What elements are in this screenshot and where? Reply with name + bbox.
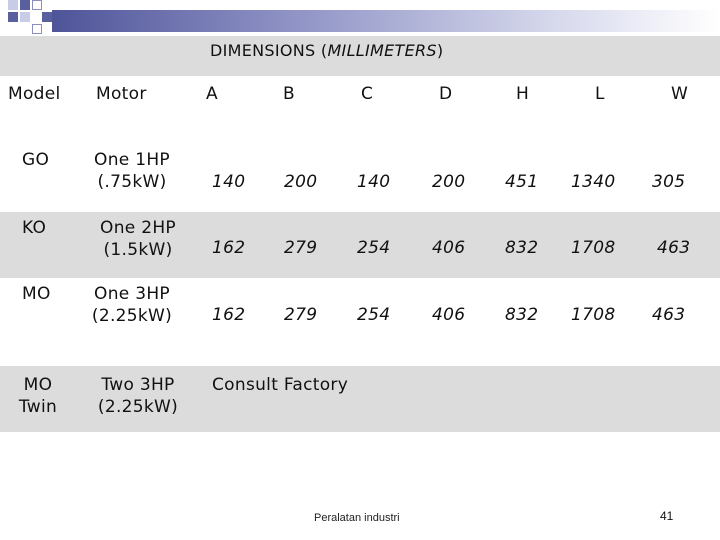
header-gradient-bar [52, 10, 720, 32]
value-b: 279 [284, 238, 318, 258]
table-title [210, 41, 443, 60]
value-l: 1340 [571, 172, 616, 192]
header-c: C [361, 84, 374, 104]
value-a: 162 [212, 305, 246, 325]
title-italic: MILLIMETERS [327, 41, 437, 60]
value-c: 254 [357, 305, 391, 325]
header-motor: Motor [96, 84, 147, 104]
value-d: 406 [432, 305, 466, 325]
model-cell: MO [22, 284, 51, 304]
header-a: A [206, 84, 218, 104]
value-h: 832 [505, 305, 539, 325]
header-d: D [439, 84, 453, 104]
motor-line2: (2.25kW) [97, 397, 179, 417]
value-w: 463 [657, 238, 691, 258]
motor-line2: (2.25kW) [91, 306, 173, 326]
model-cell: GO [22, 150, 50, 170]
model-line2: Twin [18, 397, 58, 417]
header-model: Model [8, 84, 61, 104]
header-w: W [671, 84, 689, 104]
header-h: H [516, 84, 530, 104]
value-b: 279 [284, 305, 318, 325]
model-line1: MO [23, 375, 53, 395]
header-l: L [595, 84, 605, 104]
motor-line2: (.75kW) [97, 172, 167, 192]
footer-text: Peralatan industri [314, 512, 400, 524]
value-a: 162 [212, 238, 246, 258]
value-b: 200 [284, 172, 318, 192]
value-l: 1708 [571, 305, 616, 325]
motor-line1: Two 3HP [101, 375, 175, 395]
motor-line1: One 3HP [94, 284, 170, 304]
header-b: B [283, 84, 295, 104]
consult-factory-note: Consult Factory [212, 375, 349, 395]
value-w: 463 [652, 305, 686, 325]
value-d: 406 [432, 238, 466, 258]
model-cell: KO [22, 218, 47, 238]
value-h: 832 [505, 238, 539, 258]
header-squares-decoration [0, 0, 60, 36]
motor-line1: One 2HP [100, 218, 176, 238]
value-d: 200 [432, 172, 466, 192]
page-number: 41 [660, 509, 674, 523]
title-close: ) [436, 41, 444, 60]
value-w: 305 [652, 172, 686, 192]
value-c: 140 [357, 172, 391, 192]
title-text: DIMENSIONS ( [210, 41, 328, 60]
motor-line1: One 1HP [94, 150, 170, 170]
value-l: 1708 [571, 238, 616, 258]
motor-line2: (1.5kW) [103, 240, 173, 260]
value-c: 254 [357, 238, 391, 258]
value-a: 140 [212, 172, 246, 192]
value-h: 451 [505, 172, 539, 192]
